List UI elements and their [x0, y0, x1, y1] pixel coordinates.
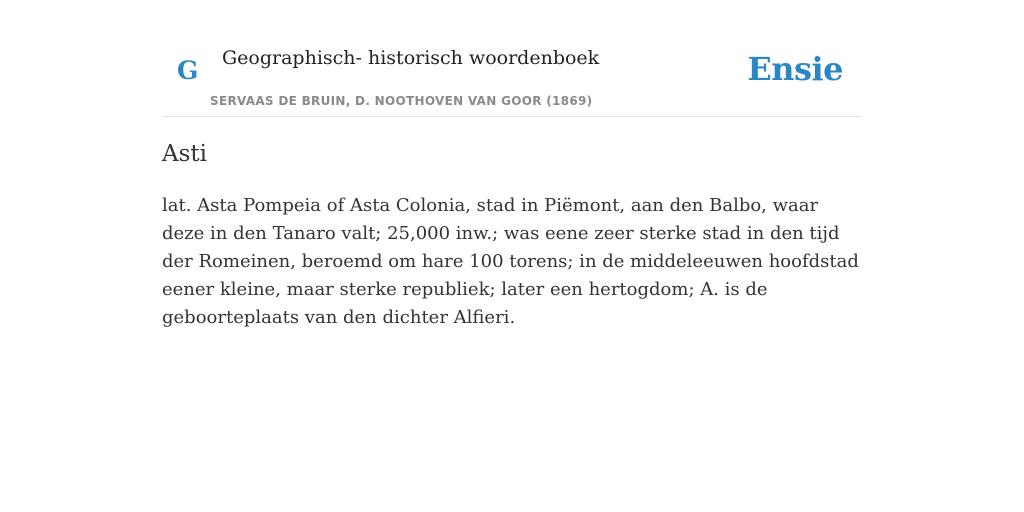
- entry-body: lat. Asta Pompeia of Asta Colonia, stad in Piëmont, aan den Balbo, waar deze in den Tanaro valt; 25,000 inw.; was eene zeer sterke stad in den tijd der Romeinen, beroemd om hare 100 torens; in de middeleeuwen hoofdstad eener kleine, maar sterke republiek; later een hertogdom; A. is de geboorteplaats van den dichter Alfieri.: [162, 195, 859, 328]
- ensie-logo-link[interactable]: Ensie: [747, 50, 843, 88]
- book-title-link[interactable]: Geographisch- historisch woordenboek: [222, 47, 600, 69]
- book-letter-badge[interactable]: G: [177, 56, 199, 85]
- entry-title: Asti: [162, 141, 208, 167]
- book-authors: SERVAAS DE BRUIN, D. NOOTHOVEN VAN GOOR (1869): [210, 94, 593, 108]
- book-header: [162, 30, 862, 117]
